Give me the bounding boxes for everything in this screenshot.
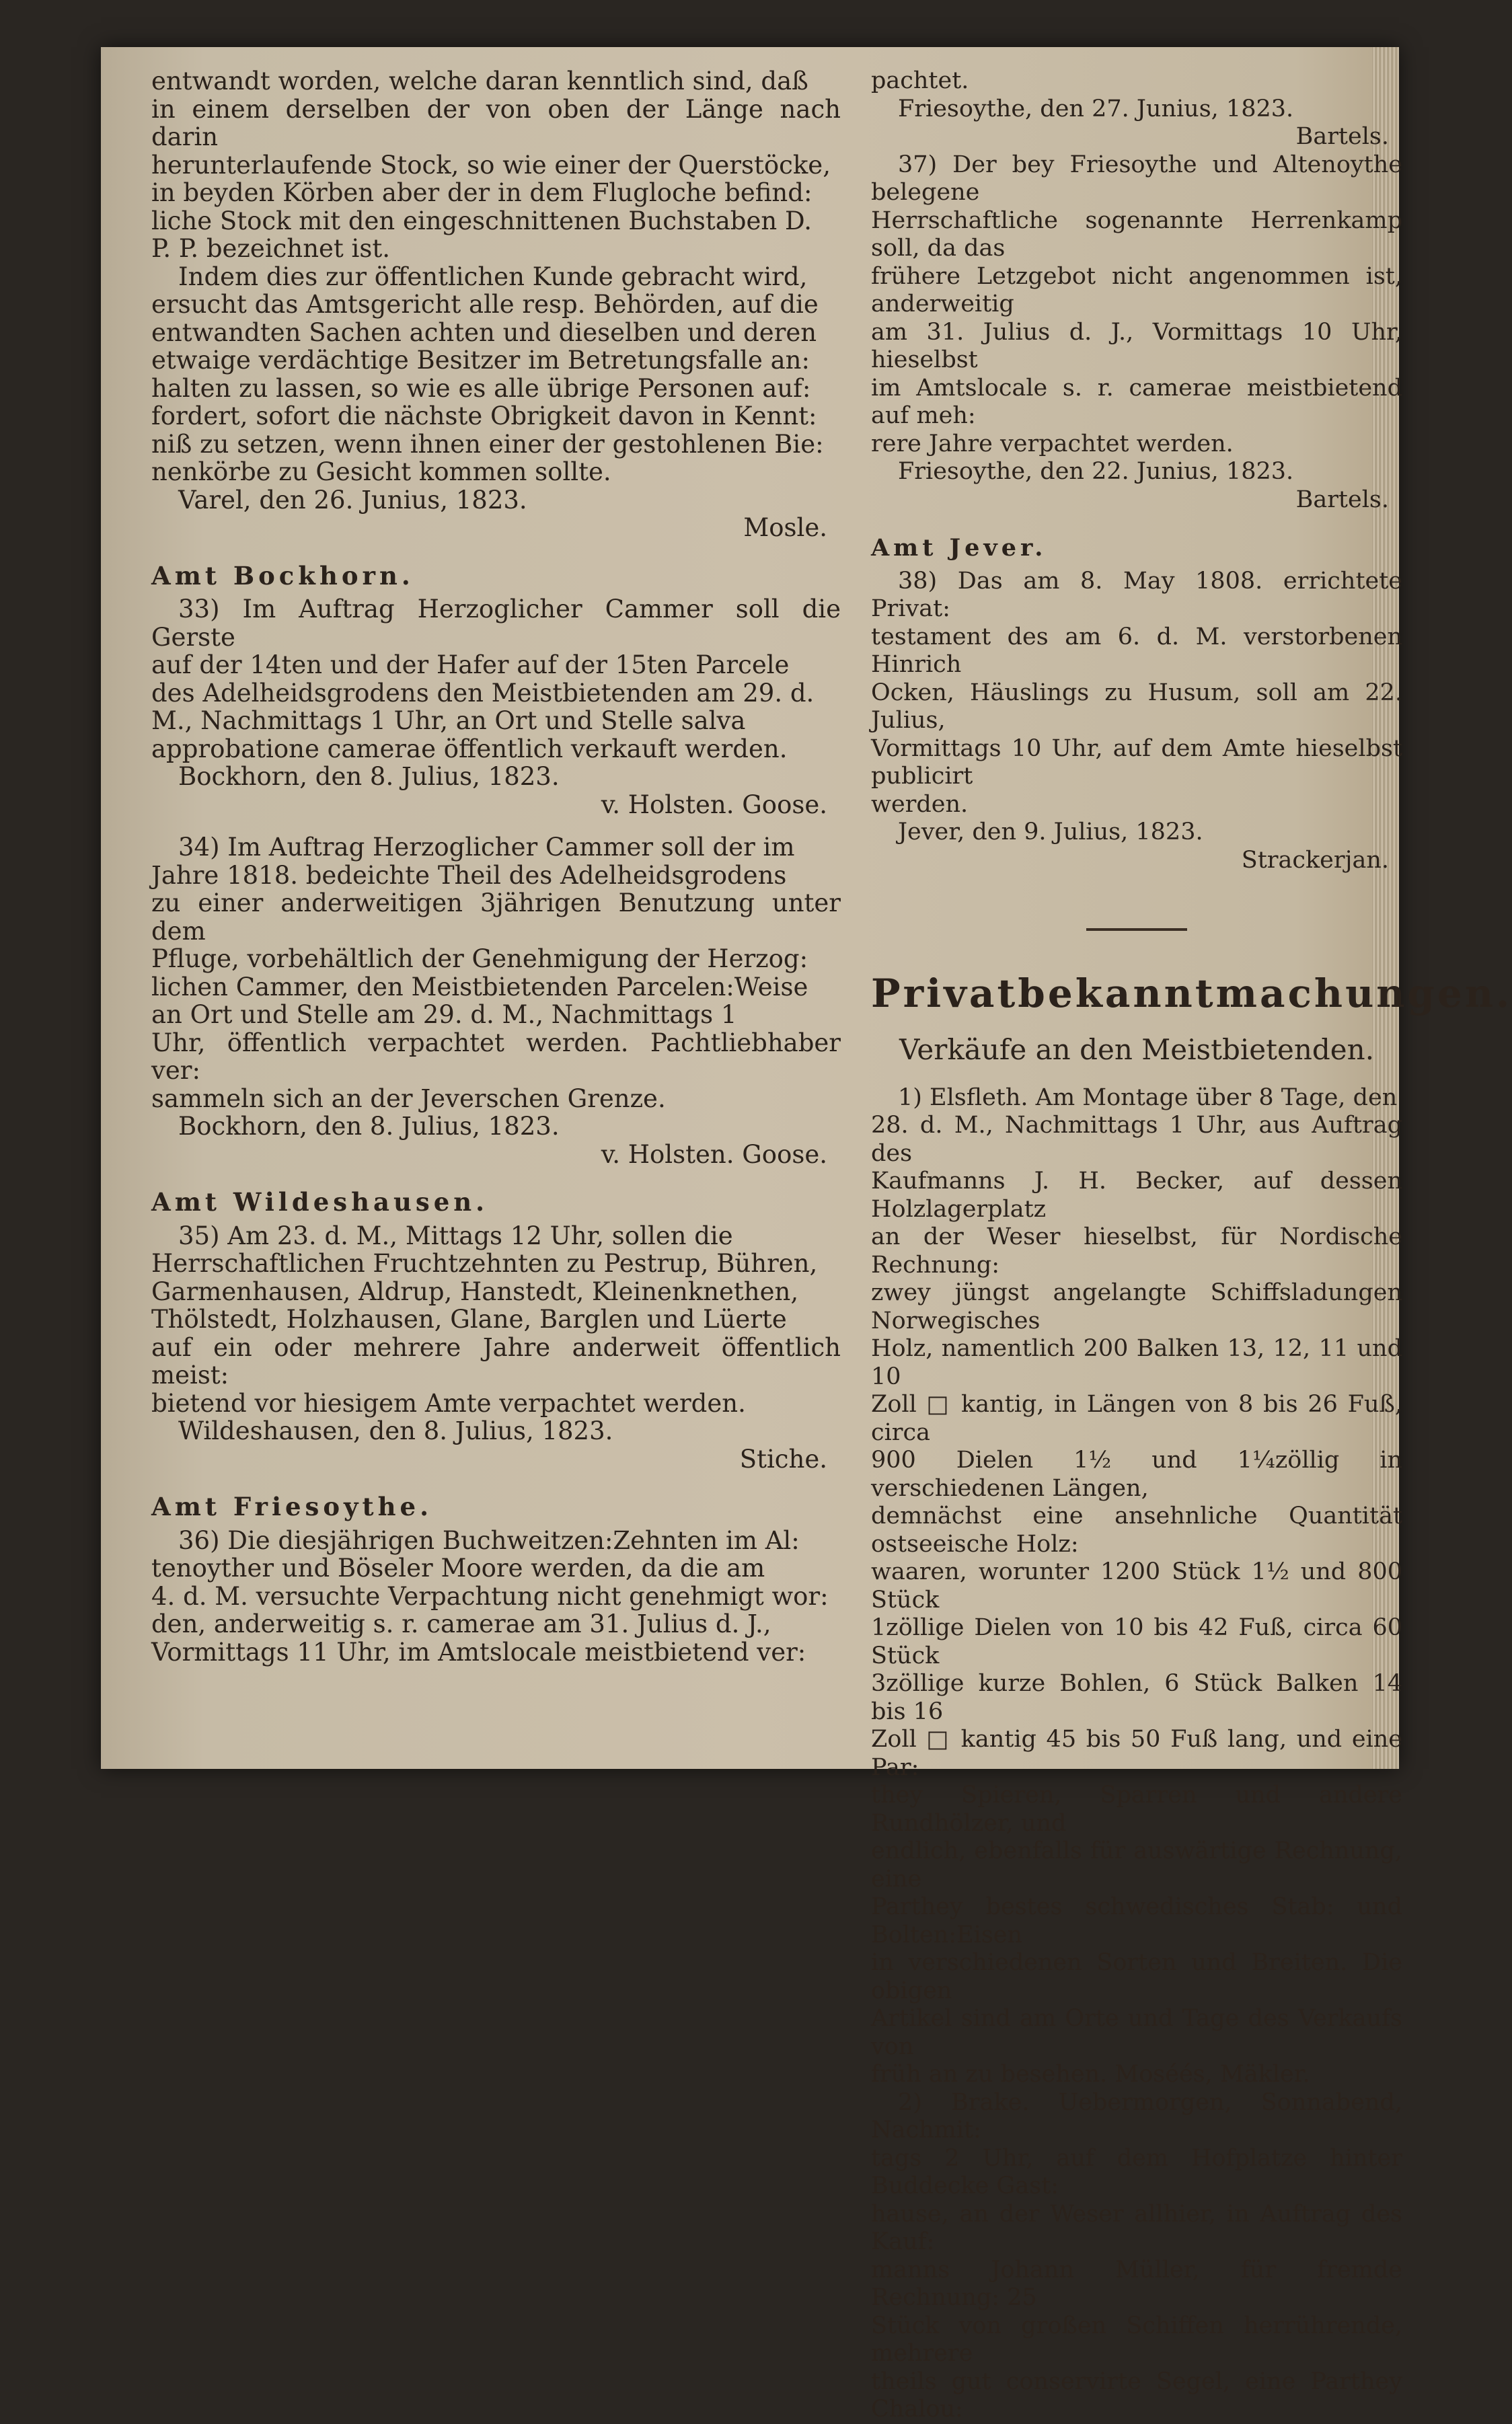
text-line: demnächst eine ansehnliche Quantität ostseeische Holz: <box>871 1503 1402 1558</box>
place-date: Wildeshausen, den 8. Julius, 1823. <box>178 1416 613 1445</box>
text-line: Pfluge, vorbehältlich der Genehmigung der Herzog: <box>151 944 808 973</box>
text-line: 1zöllige Dielen von 10 bis 42 Fuß, circa 60 Stück <box>871 1614 1402 1669</box>
text-line: tenoyther und Böseler Moore werden, da die am <box>151 1554 765 1583</box>
text-line: 3zöllige kurze Bohlen, 6 Stück Balken 14 bis 16 <box>871 1670 1402 1725</box>
text-line: werden. <box>871 790 969 818</box>
text-line: 37) Der bey Friesoythe und Altenoythe belegene <box>871 151 1402 206</box>
text-line: theils gut conservirte Segel, eine Parthey Chalou: <box>871 2368 1402 2423</box>
text-line: am 31. Julius d. J., Vormittags 10 Uhr, hieselbst <box>871 318 1402 373</box>
text-line: 38) Das am 8. May 1808. errichtete Privat: <box>871 567 1402 622</box>
text-line: in beyden Körben aber der in dem Flugloche befind: <box>151 178 812 207</box>
text-line: an Ort und Stelle am 29. d. M., Nachmittags 1 <box>151 1000 737 1029</box>
text-line: Vormittags 10 Uhr, auf dem Amte hieselbst publicirt <box>871 734 1402 790</box>
text-line: Zoll □ kantig 45 bis 50 Fuß lang, und eine Par: <box>871 1726 1402 1781</box>
place-date: Friesoythe, den 22. Junius, 1823. <box>898 458 1294 485</box>
text-line: entwandt worden, welche daran kenntlich sind, daß <box>151 67 808 96</box>
text-line: 900 Dielen 1½ und 1¼zöllig in verschiedenen Längen, <box>871 1447 1402 1502</box>
text-line: Uhr, öffentlich verpachtet werden. Pachtliebhaber ver: <box>151 1028 841 1085</box>
text-line: Stück von großen Schiffen herrührende, mehrere <box>871 2312 1402 2367</box>
text-line: in verschiedenen Sorten und Breiten. Die obigen <box>871 1949 1402 2004</box>
place-date: Friesoythe, den 27. Junius, 1823. <box>898 95 1294 122</box>
notice-37 <box>871 151 1402 459</box>
text-line: Garmenhausen, Aldrup, Hanstedt, Kleinenknethen, <box>151 1277 799 1306</box>
section-divider <box>1086 928 1187 931</box>
text-line: Jahre 1818. bedeichte Theil des Adelheidsgrodens <box>151 860 787 890</box>
text-line: 35) Am 23. d. M., Mittags 12 Uhr, sollen die <box>178 1221 733 1250</box>
right-column <box>871 67 1512 2424</box>
text-line: herunterlaufende Stock, so wie einer der Querstöcke, <box>151 150 831 180</box>
text-line: auf ein oder mehrere Jahre anderweit öffentlich meist: <box>151 1332 841 1390</box>
text-line: P. P. bezeichnet ist. <box>151 234 391 263</box>
text-line: halten zu lassen, so wie es alle übrige Personen auf: <box>151 373 811 403</box>
text-line: bietend vor hiesigem Amte verpachtet werden. <box>151 1388 746 1418</box>
text-line: frühere Letzgebot nicht angenommen ist, anderweitig <box>871 262 1402 317</box>
text-line: lichen Cammer, den Meistbietenden Parcelen:Weise <box>151 972 808 1001</box>
text-line: 33) Im Auftrag Herzoglicher Cammer soll die Gerste <box>151 595 841 652</box>
signature: Bartels. <box>1295 486 1389 513</box>
text-line: ersucht das Amtsgericht alle resp. Behörden, auf die <box>151 290 819 319</box>
text-line: Herrschaftlichen Fruchtzehnten zu Pestrup, Bühren, <box>151 1249 818 1278</box>
text-line: they Spieren, Sparren und andere Rundhölzer, und <box>871 1782 1402 1837</box>
text-line: endlich, ebenfalls für auswärtige Rechnung, eine <box>871 1838 1402 1893</box>
text-line: testament des am 6. d. M. verstorbenen Hinrich <box>871 623 1402 678</box>
section-heading-friesoythe: Amt Friesoythe. <box>151 1492 432 1521</box>
notice-35 <box>151 1222 841 1418</box>
section-heading-jever: Amt Jever. <box>871 534 1047 562</box>
text-line: 34) Im Auftrag Herzoglicher Cammer soll der im <box>178 833 795 862</box>
text-line: approbatione camerae öffentlich verkauft werden. <box>151 734 788 763</box>
notice-38 <box>871 568 1402 819</box>
text-line: pachtet. <box>871 67 969 94</box>
private-notice-1 <box>871 1084 1402 2089</box>
text-line: Thölstedt, Holzhausen, Glane, Barglen und Lüerte <box>151 1305 787 1334</box>
text-line: früh an zu besehen. Moséés, Mäkler. <box>871 2061 1310 2088</box>
text-line: etwaige verdächtige Besitzer im Betretungsfalle an: <box>151 346 810 375</box>
notice-34 <box>151 833 841 1112</box>
text-line: 1) Elsfleth. Am Montage über 8 Tage, den <box>898 1084 1398 1111</box>
text-line: Parthey bestes schwedisches Stab: und Bolten:Eisen <box>871 1893 1402 1948</box>
text-line: waaren, worunter 1200 Stück 1½ und 800 Stück <box>871 1558 1402 1614</box>
text-line: in einem derselben der von oben der Länge nach darin <box>151 94 841 151</box>
section-heading-wildeshausen: Amt Wildeshausen. <box>151 1187 489 1217</box>
place-date: Bockhorn, den 8. Julius, 1823. <box>178 762 560 791</box>
paragraph-public-notice <box>151 263 841 486</box>
text-line: 4. d. M. versuchte Verpachtung nicht genehmigt wor: <box>151 1581 829 1611</box>
text-line: zu einer anderweitigen 3jährigen Benutzung unter dem <box>151 888 841 946</box>
section-subtitle: Verkäufe an den Meistbietenden. <box>899 1033 1375 1066</box>
text-line: den, anderweitig s. r. camerae am 31. Julius d. J., <box>151 1609 771 1638</box>
text-line: des Adelheidsgrodens den Meistbietenden am 29. d. <box>151 678 815 708</box>
text-line: Vormittags 11 Uhr, im Amtslocale meistbietend ver: <box>151 1637 806 1667</box>
section-title: Privatbekanntmachungen. <box>871 971 1512 1016</box>
intro-paragraph <box>151 67 841 263</box>
text-line: hause, an der Weser allhier, in Auftrag des Kauf: <box>871 2200 1402 2255</box>
signature: v. Holsten. Goose. <box>601 790 827 819</box>
place-date: Bockhorn, den 8. Julius, 1823. <box>178 1112 560 1141</box>
signature: Stiche. <box>739 1444 827 1474</box>
text-line: sammeln sich an der Jeverschen Grenze. <box>151 1084 666 1113</box>
text-line: M., Nachmittags 1 Uhr, an Ort und Stelle salva <box>151 706 746 735</box>
text-line: Herrschaftliche sogenannte Herrenkamp soll, da das <box>871 206 1402 262</box>
text-line: manns Johann Müller, für fremde Rechnung: 25 <box>871 2256 1402 2311</box>
place-date: Jever, den 9. Julius, 1823. <box>898 819 1203 845</box>
text-line: 2) Brake. Uebermorgen, Sonnabend, Nachmit: <box>871 2088 1402 2144</box>
section-heading-bockhorn: Amt Bockhorn. <box>151 560 414 591</box>
left-column <box>151 67 841 1666</box>
text-line: Indem dies zur öffentlichen Kunde gebracht wird, <box>178 262 808 291</box>
text-line: tags 2 Uhr, auf dem Hofplatze hinter Buddecke Gast: <box>871 2144 1402 2199</box>
place-date: Varel, den 26. Junius, 1823. <box>178 485 527 515</box>
text-line: auf der 14ten und der Hafer auf der 15ten Parcele <box>151 650 790 679</box>
text-line: an der Weser hieselbst, für Nordische Rechnung: <box>871 1223 1402 1279</box>
notice-33 <box>151 595 841 763</box>
private-notice-2 <box>871 2089 1402 2424</box>
notice-36 <box>151 1527 841 1667</box>
text-line: zwey jüngst angelangte Schiffsladungen Norwegisches <box>871 1279 1402 1334</box>
text-line: nenkörbe zu Gesicht kommen sollte. <box>151 457 611 486</box>
text-line: 28. d. M., Nachmittags 1 Uhr, aus Auftrag des <box>871 1112 1402 1167</box>
text-line: Holz, namentlich 200 Balken 13, 12, 11 und 10 <box>871 1335 1402 1390</box>
text-line: entwandten Sachen achten und dieselben und deren <box>151 317 817 347</box>
signature: Strackerjan. <box>1241 846 1389 874</box>
text-line: fordert, sofort die nächste Obrigkeit davon in Kennt: <box>151 402 817 430</box>
text-line: niß zu setzen, wenn ihnen einer der gestohlenen Bie: <box>151 429 824 459</box>
text-line: im Amtslocale s. r. camerae meistbietend auf meh: <box>871 374 1402 429</box>
text-line: Artikel sind am Orte und Tage des Verkaufs von <box>871 2005 1402 2060</box>
signature: Bartels. <box>1295 123 1389 150</box>
text-line: liche Stock mit den eingeschnittenen Buchstaben D. <box>151 206 812 235</box>
text-line: 36) Die diesjährigen Buchweitzen:Zehnten im Al: <box>178 1525 800 1555</box>
signature: v. Holsten. Goose. <box>601 1139 827 1169</box>
text-line: Kaufmanns J. H. Becker, auf dessen Holzlagerplatz <box>871 1168 1402 1223</box>
text-line: rere Jahre verpachtet werden. <box>871 430 1234 457</box>
signature: Mosle. <box>743 513 827 542</box>
text-line: Zoll □ kantig, in Längen von 8 bis 26 Fuß, circa <box>871 1391 1402 1446</box>
text-line: Ocken, Häuslings zu Husum, soll am 22. Julius, <box>871 679 1402 734</box>
